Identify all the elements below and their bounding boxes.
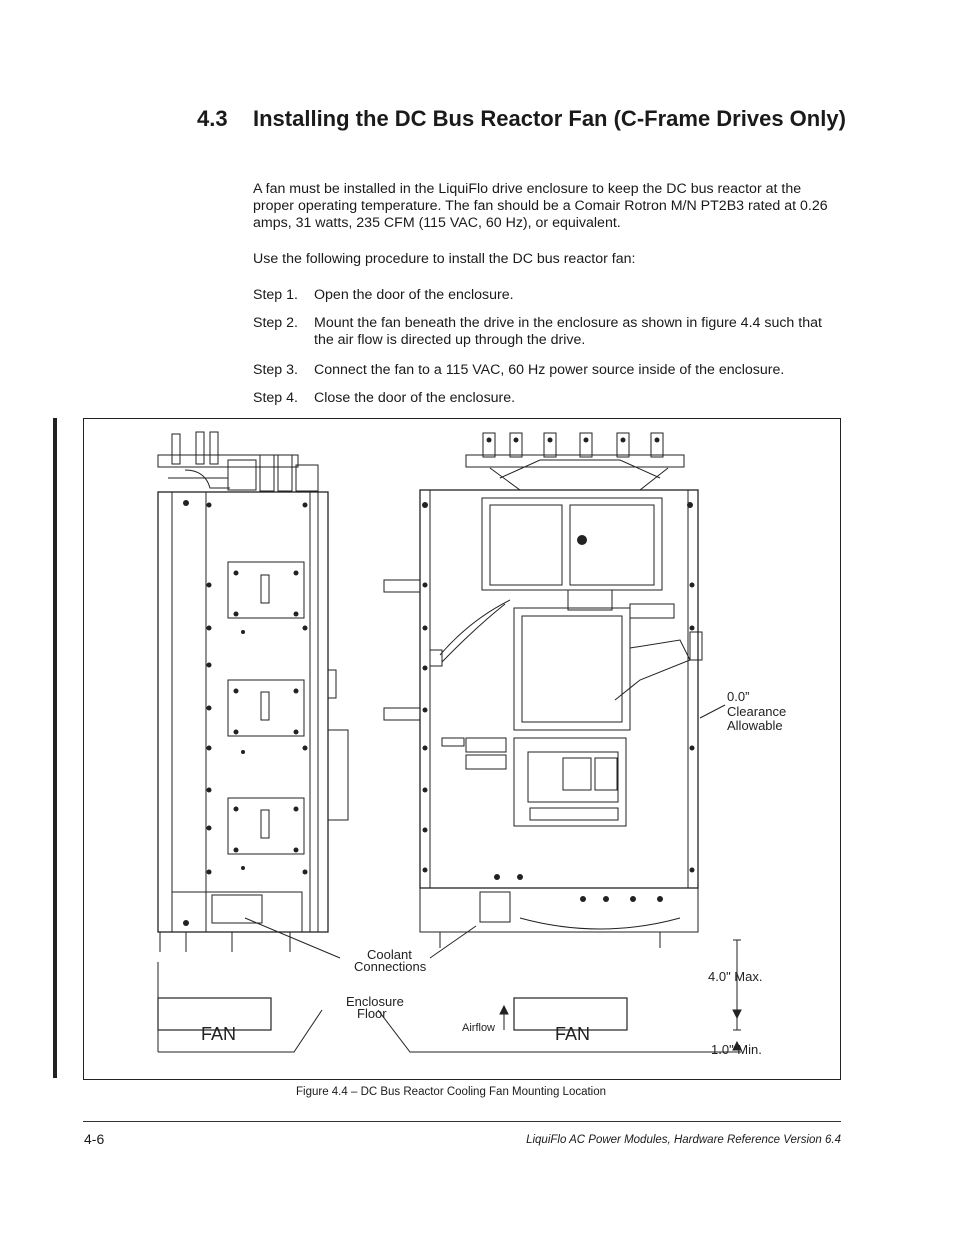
clearance-value-label: 0.0”: [727, 689, 750, 704]
footer-document-title: LiquiFlo AC Power Modules, Hardware Reference Version 6.4: [526, 1134, 841, 1146]
min-height-label: 1.0" Min.: [711, 1042, 762, 1057]
procedure-lead: Use the following procedure to install the DC bus reactor fan:: [253, 251, 636, 267]
step-text: Open the door of the enclosure.: [314, 287, 514, 303]
enclosure-floor-label-line2: Floor: [357, 1006, 387, 1021]
intro-paragraph: A fan must be installed in the LiquiFlo drive enclosure to keep the DC bus reactor at the proper operating temperature. The fan should be a Comair Rotron M/N PT2B3 rated at 0.26 amps, 31 watts, 235 CFM (115 VAC, 60 Hz), or equivalent.: [253, 181, 828, 231]
step-text: Mount the fan beneath the drive in the enclosure as shown in figure 4.4 such that the air flow is directed up through the drive.: [314, 315, 822, 348]
front-view-drive: [384, 433, 702, 948]
side-view-drive: [158, 432, 348, 952]
footer-rule: [83, 1121, 841, 1122]
step-label: Step 3.: [253, 362, 298, 378]
step-text: Connect the fan to a 115 VAC, 60 Hz power source inside of the enclosure.: [314, 362, 785, 378]
airflow-label: Airflow: [462, 1022, 496, 1034]
page-number: 4-6: [84, 1131, 105, 1147]
figure-caption: Figure 4.4 – DC Bus Reactor Cooling Fan Mounting Location: [296, 1086, 607, 1098]
max-height-label: 4.0" Max.: [708, 969, 763, 984]
clearance-word-label: Clearance: [727, 704, 787, 719]
step-label: Step 2.: [253, 315, 298, 331]
section-title: Installing the DC Bus Reactor Fan (C-Frame Drives Only): [253, 106, 846, 131]
step-label: Step 1.: [253, 287, 298, 303]
coolant-label-line1: Coolant: [367, 947, 412, 962]
fan-left-label: FAN: [201, 1024, 237, 1044]
fan-right-label: FAN: [555, 1024, 591, 1044]
enclosure-floor-label-line1: Enclosure: [346, 994, 404, 1009]
step-label: Step 4.: [253, 390, 298, 406]
coolant-label-line2: Connections: [354, 959, 427, 974]
clearance-allowable-label: Allowable: [727, 718, 783, 733]
step-text: Close the door of the enclosure.: [314, 390, 516, 406]
section-number: 4.3: [197, 106, 228, 131]
